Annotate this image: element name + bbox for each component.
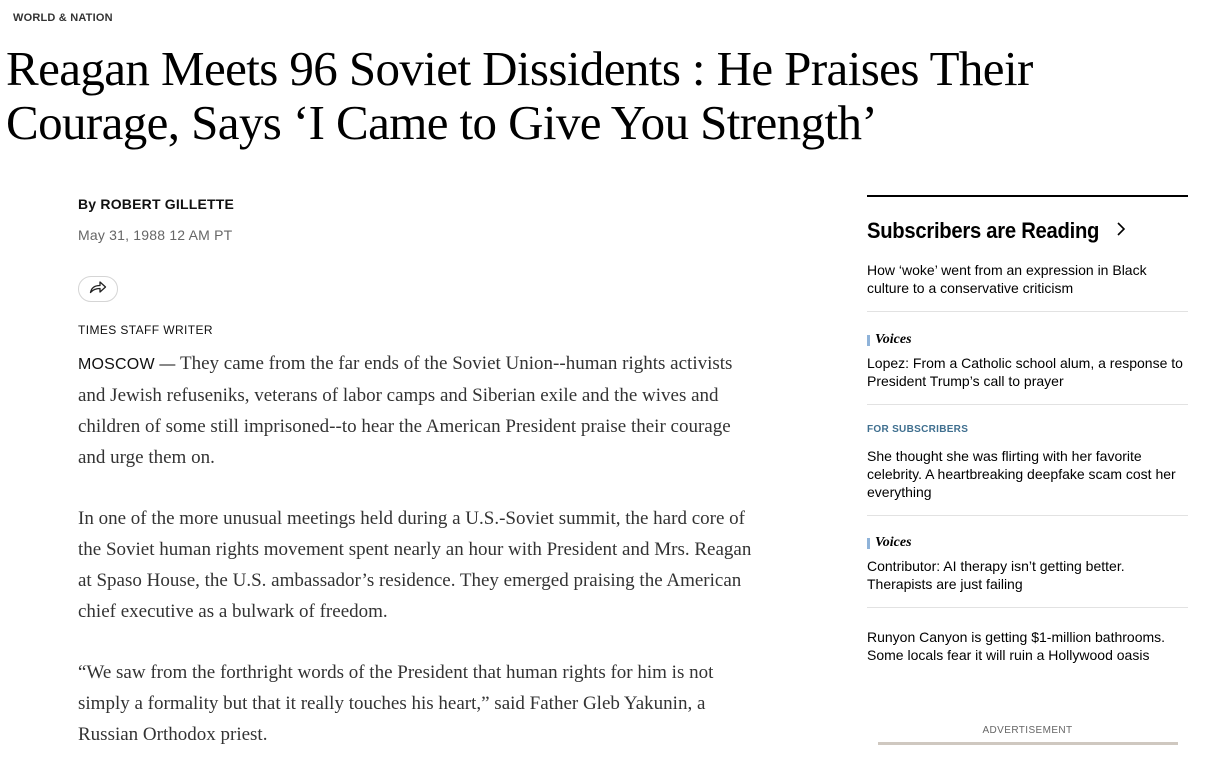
article-paragraph: “We saw from the forthright words of the President that human rights for him is not simply a formality but that it really touches his heart,” said Father Gleb Yakunin, a Russian Orthodox priest. [78,662,714,745]
voices-label: Voices [875,535,912,550]
article-body [78,348,758,780]
chevron-right-icon [1115,221,1127,242]
sidebar-item [867,608,1188,678]
sidebar-item [867,312,1188,405]
publish-date: May 31, 1988 12 AM PT [78,227,233,243]
sidebar-item [867,261,1188,312]
byline-prefix: By [78,196,97,212]
sidebar-item-title[interactable]: How ‘woke’ went from an expression in Black culture to a conservative criticism [867,262,1147,296]
section-label [13,12,113,24]
voices-tag[interactable] [867,535,1188,551]
subscribers-reading-sidebar [867,195,1188,678]
staff-writer-label: TIMES STAFF WRITER [78,323,213,337]
article-paragraph: In one of the more unusual meetings held during a U.S.-Soviet summit, the hard core of the Soviet human rights movement spent nearly an hour with President and Mrs. Reagan at Spaso House, the U.S. ambassador’s residence. They emerged praising the American chief executive as a bulwark of freedom. [78,508,752,622]
voices-tag[interactable] [867,332,1188,348]
subscribers-tag: FOR SUBSCRIBERS [867,424,969,435]
article-headline: Reagan Meets 96 Soviet Dissidents : He Praises Their Courage, Says ‘I Came to Give You Strength’ [6,41,1033,150]
advertisement-label: ADVERTISEMENT [982,725,1073,736]
section-link[interactable]: WORLD & NATION [13,12,113,24]
sidebar-item-title[interactable]: Contributor: AI therapy isn’t getting better. Therapists are just failing [867,558,1125,592]
sidebar-heading: Subscribers are Reading [867,218,1100,243]
sidebar-item-title[interactable]: She thought she was flirting with her favorite celebrity. A heartbreaking deepfake scam cost her everything [867,448,1176,500]
paragraph-text: They came from the far ends of the Soviet Union--human rights activists and Jewish refuseniks, veterans of labor camps and Siberian exile and the wives and children of some still imprisoned--to hear the American President praise their courage and urge them on. [78,353,733,468]
sidebar-item [867,516,1188,608]
share-icon [89,280,107,299]
sidebar-heading-link[interactable] [867,217,1188,245]
dateline-location: MOSCOW — [78,356,176,373]
byline [78,196,234,212]
article-paragraph [78,348,758,473]
share-button[interactable] [78,276,118,302]
voices-label: Voices [875,332,912,347]
sidebar-item-title[interactable]: Lopez: From a Catholic school alum, a response to President Trump’s call to prayer [867,355,1183,389]
voices-bar [867,538,870,549]
sidebar-item [867,405,1188,516]
voices-bar [867,335,870,346]
sidebar-item-title[interactable]: Runyon Canyon is getting $1-million bathrooms. Some locals fear it will ruin a Hollywood oasis [867,629,1166,663]
author-link[interactable]: ROBERT GILLETTE [100,196,235,212]
